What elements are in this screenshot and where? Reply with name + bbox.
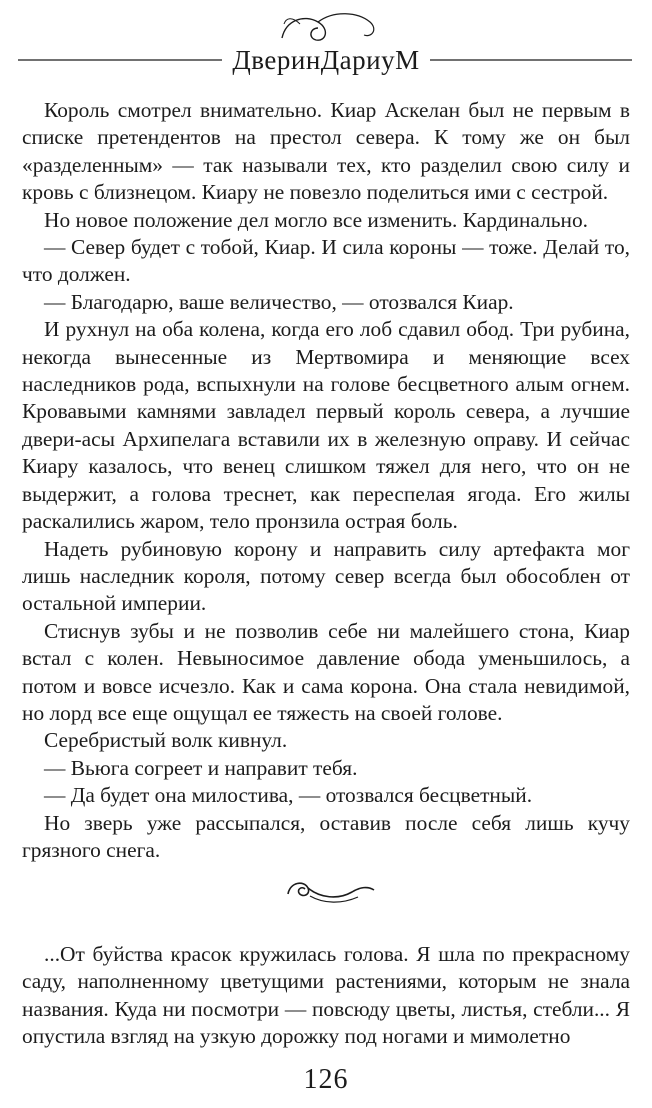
paragraph: И рухнул на оба колена, когда его лоб сдавил обод. Три рубина, некогда вынесенные из Мертвомира и меняющие всех наследников рода, вспыхнули на голове бесцветного алым огнем. Кровавыми камнями завладел первый король севера, а лучшие двери-асы Архипелага вставили их в железную оправу. И сейчас Киару казалось, что венец слишком тяжел для него, что он не выдержит, а голова треснет, как переспелая ягода. Его жилы раскалились жаром, тело пронзила острая боль. [22, 317, 630, 534]
paragraph: ...От буйства красок кружилась голова. Я шла по прекрасному саду, наполненному цветущими растениями, которым не знала названия. Куда ни посмотри — повсюду цветы, листья, стебли... Я опустила взгляд на узкую дорожку под ногами и мимолетно [22, 942, 630, 1049]
paragraph: Но зверь уже рассыпался, оставив после себя лишь кучу грязного снега. [22, 810, 630, 862]
text-block-main [22, 97, 630, 864]
paragraph: Король смотрел внимательно. Киар Аскелан был не первым в списке претендентов на престол севера. К тому же он был «разделенным» — так называли тех, кто разделил свою силу и кровь с близнецом. Киару не повезло поделиться ими с сестрой. [22, 98, 630, 205]
paragraph: — Благодарю, ваше величество, — отозвался Киар. [44, 289, 514, 314]
paragraph: Стиснув зубы и не позволив себе ни малейшего стона, Киар встал с колен. Невыносимое давление обода уменьшилось, а потом и вовсе исчезло. Как и сама корона. Она стала невидимой, но лорд все еще ощущал ее тяжесть на своей голове. [22, 618, 630, 725]
paragraph: — Вьюга согреет и направит тебя. [44, 755, 358, 780]
paragraph: Но новое положение дел могло все изменить. Кардинально. [44, 207, 589, 232]
paragraph: Серебристый волк кивнул. [44, 728, 288, 753]
paragraph: — Да будет она милостива, — отозвался бесцветный. [44, 783, 533, 808]
running-head-title: ДверинДариуМ [232, 45, 420, 75]
paragraph: Надеть рубиновую корону и направить силу артефакта мог лишь наследник короля, потому север всегда был обособлен от остальной империи. [22, 536, 630, 616]
running-head [0, 0, 652, 95]
page-number: 126 [303, 1064, 349, 1095]
section-break-flourish-icon [280, 870, 380, 910]
text-block-after-break [22, 941, 630, 1051]
paragraph: — Север будет с тобой, Киар. И сила короны — тоже. Делай то, что должен. [22, 235, 630, 287]
